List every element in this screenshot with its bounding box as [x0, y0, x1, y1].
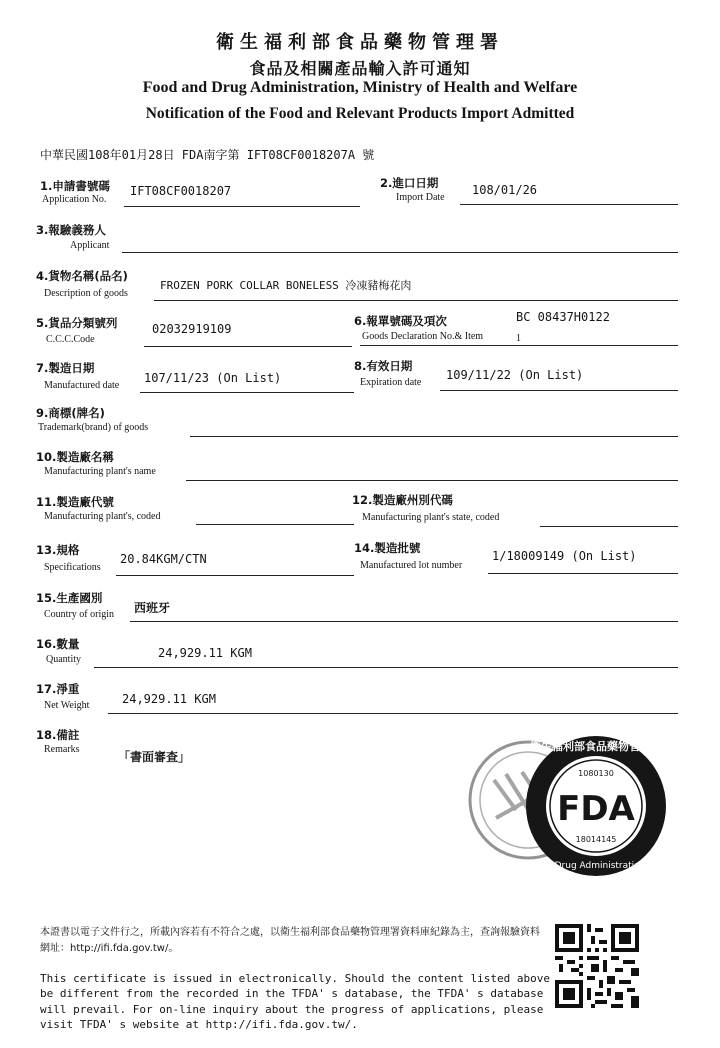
stamp-center-text: FDA	[557, 789, 635, 829]
field-6-underline	[360, 345, 678, 346]
field-12-label-cn: 12.製造廠州別代碼	[352, 493, 453, 507]
field-6-value: BC 08437H0122	[516, 310, 610, 324]
footer-en-line: be different from the recorded in the TFDA' s database, the TFDA' s database	[40, 987, 544, 1000]
field-17-value: 24,929.11 KGM	[122, 692, 216, 706]
fda-seal	[526, 736, 666, 876]
field-13-label-cn: 13.規格	[36, 543, 80, 557]
field-14-underline	[488, 573, 678, 574]
field-15-label-cn: 15.生產國別	[36, 591, 103, 605]
header-title-en: Food and Drug Administration, Ministry of Health and Welfare	[142, 79, 578, 96]
field-9-underline	[190, 436, 678, 437]
field-7-label-en: Manufactured date	[44, 380, 120, 391]
field-8-value: 109/11/22 (On List)	[446, 368, 584, 382]
field-15-underline	[130, 621, 678, 622]
field-5-label-en: C.C.C.Code	[46, 334, 95, 345]
field-13-label-en: Specifications	[44, 562, 101, 573]
field-13-underline	[116, 575, 354, 576]
field-4-label-cn: 4.貨物名稱(品名)	[36, 269, 128, 283]
field-9-label-cn: 9.商標(牌名)	[36, 406, 105, 420]
field-4-value: FROZEN PORK COLLAR BONELESS 冷凍豬梅花肉	[160, 279, 412, 292]
field-11-label-en: Manufacturing plant's, coded	[44, 511, 161, 522]
header-subtitle-en: Notification of the Food and Relevant Products Import Admitted	[145, 105, 575, 122]
field-7-value: 107/11/23 (On List)	[144, 371, 282, 385]
field-16-underline	[94, 667, 678, 668]
stamp-ring-text: 衛生福利部食品藥物管理署	[530, 740, 662, 753]
field-2-label-cn: 2.進口日期	[380, 176, 439, 190]
field-18-value: 「書面審查」	[118, 750, 191, 764]
field-5-label-cn: 5.貨品分類號列	[36, 316, 118, 330]
footer-en-line: This certificate is issued in electronically. Should the content listed above	[40, 971, 550, 985]
field-2-underline	[460, 204, 678, 205]
stamp-number-top: 1080130	[578, 769, 614, 778]
field-16-label-cn: 16.數量	[36, 637, 80, 651]
field-2-label-en: Import Date	[396, 192, 445, 203]
stamp-number-bottom: 18014145	[575, 835, 617, 844]
stamp-bottom-text: Drug Administration	[554, 861, 646, 871]
field-10-underline	[186, 480, 678, 481]
field-5-value: 02032919109	[152, 322, 232, 336]
field-1-underline	[124, 206, 360, 207]
field-11-underline	[196, 524, 354, 525]
field-16-label-en: Quantity	[46, 654, 81, 665]
field-7-label-cn: 7.製造日期	[36, 361, 95, 375]
field-6-label-en: Goods Declaration No.& Item	[362, 331, 484, 342]
field-3-label-en: Applicant	[70, 240, 110, 251]
field-18-label-en: Remarks	[44, 744, 80, 755]
field-16-value: 24,929.11 KGM	[158, 646, 252, 660]
field-14-label-cn: 14.製造批號	[354, 541, 421, 555]
field-8-label-cn: 8.有效日期	[354, 359, 413, 373]
qr-code	[555, 924, 639, 1008]
field-7-underline	[140, 392, 354, 393]
field-10-label-cn: 10.製造廠名稱	[36, 450, 114, 464]
field-8-underline	[440, 390, 678, 391]
field-9-label-en: Trademark(brand) of goods	[38, 422, 149, 433]
field-5-underline	[144, 346, 352, 347]
field-10-label-en: Manufacturing plant's name	[44, 466, 156, 477]
field-12-underline	[540, 526, 678, 527]
field-17-label-cn: 17.淨重	[36, 682, 80, 696]
field-1-label-en: Application No.	[42, 194, 107, 205]
field-2-value: 108/01/26	[472, 183, 538, 197]
field-15-label-en: Country of origin	[44, 609, 114, 620]
footer-en-line: visit TFDA' s website at http://ifi.fda.gov.tw/.	[40, 1018, 358, 1031]
field-4-underline	[154, 300, 678, 301]
footer-note-cn: 本證書以電子文件行之，所載內容若有不符合之處，以衛生福利部食品藥物管理署資料庫紀錄為主，查詢報驗資料網址：http://ifi.fda.gov.tw/。	[40, 927, 540, 954]
field-1-value: IFT08CF0018207	[130, 184, 232, 198]
official-fda-stamp	[466, 730, 688, 886]
header-subtitle-cn: 食品及相關產品輸入許可通知	[249, 59, 471, 78]
field-15-value: 西班牙	[134, 601, 171, 615]
field-17-label-en: Net Weight	[44, 700, 90, 711]
field-4-label-en: Description of goods	[44, 288, 128, 299]
header-title-cn: 衛生福利部食品藥物管理署	[216, 32, 504, 53]
field-6-item: 1	[516, 333, 521, 344]
field-18-label-cn: 18.備註	[36, 728, 80, 742]
field-17-underline	[108, 713, 678, 714]
field-13-value: 20.84KGM/CTN	[120, 552, 207, 566]
footer-en-line: will prevail. For on-line inquiry about the progress of applications, please	[40, 1002, 544, 1016]
field-8-label-en: Expiration date	[360, 377, 422, 388]
field-3-underline	[122, 252, 678, 253]
field-14-value: 1/18009149 (On List)	[492, 549, 637, 563]
field-14-label-en: Manufactured lot number	[360, 560, 463, 571]
field-6-label-cn: 6.報單號碼及項次	[354, 314, 447, 328]
field-11-label-cn: 11.製造廠代號	[36, 495, 114, 509]
field-3-label-cn: 3.報驗義務人	[36, 223, 106, 237]
field-1-label-cn: 1.申請書號碼	[40, 179, 110, 193]
notice-line: 中華民國108年01月28日 FDA南字第 IFT08CF0018207A 號	[40, 148, 375, 162]
field-12-label-en: Manufacturing plant's state, coded	[362, 512, 500, 523]
footer-note-en	[40, 955, 550, 1048]
